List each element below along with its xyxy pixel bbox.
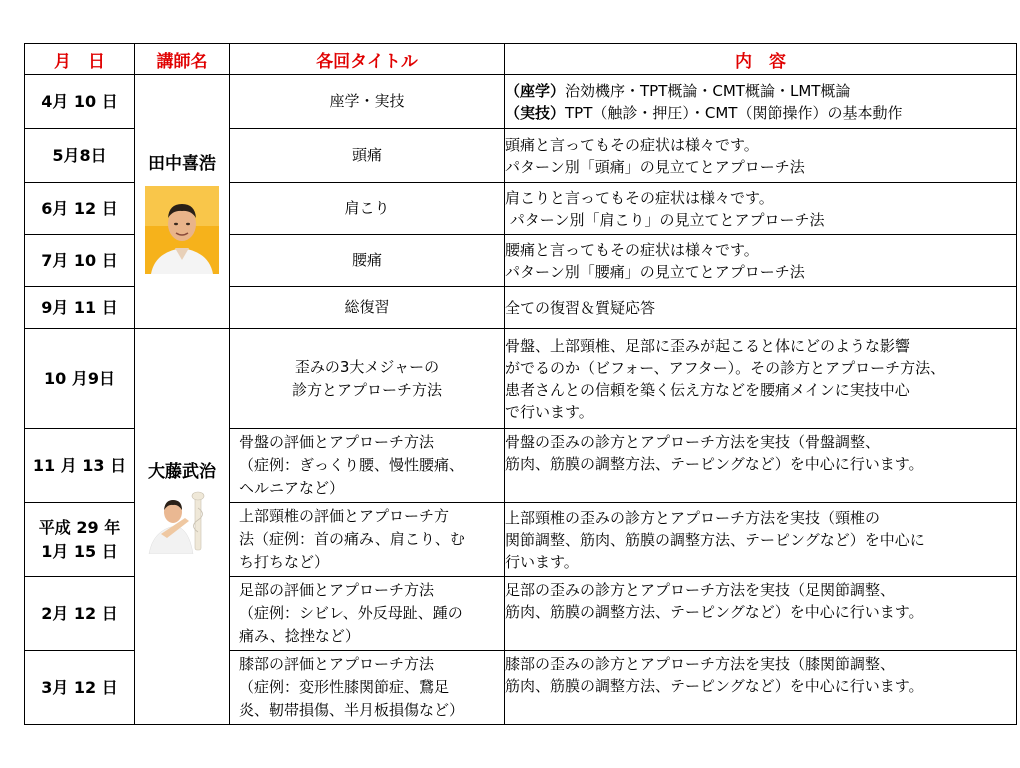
title-cell: 総復習 (230, 287, 505, 329)
date-cell: 平成 29 年 1月 15 日 (25, 503, 135, 577)
title-cell: 上部頸椎の評価とアプローチ方 法（症例：首の痛み、肩こり、む ち打ちなど） (230, 503, 505, 577)
date-cell: 6月 12 日 (25, 183, 135, 235)
content-cell: 足部の歪みの診方とアプローチ方法を実技（足関節調整、 筋肉、筋膜の調整方法、テーピングなど）を中心に行います。 (505, 577, 1017, 651)
content-cell: 頭痛と言ってもその症状は様々です。 パターン別「頭痛」の見立てとアプローチ法 (505, 129, 1017, 183)
instructor-cell (135, 75, 230, 329)
title-cell: 頭痛 (230, 129, 505, 183)
title-cell: 肩こり (230, 183, 505, 235)
date-cell: 11 月 13 日 (25, 429, 135, 503)
content-cell: 上部頸椎の歪みの診方とアプローチ方法を実技（頸椎の 関節調整、筋肉、筋膜の調整方法、テーピングなど）を中心に 行います。 (505, 503, 1017, 577)
title-cell: 腰痛 (230, 235, 505, 287)
instructor-name: 大藤武治 (148, 462, 216, 482)
header-row (25, 44, 1017, 75)
date-cell: 2月 12 日 (25, 577, 135, 651)
instructor-name: 田中喜浩 (148, 154, 216, 174)
table-row (25, 329, 1017, 429)
title-cell: 膝部の評価とアプローチ方法 （症例：変形性膝関節症、鵞足 炎、靭帯損傷、半月板損傷など） (230, 651, 505, 725)
instructor-photo (145, 490, 219, 554)
instructor-cell (135, 329, 230, 725)
content-cell: 骨盤の歪みの診方とアプローチ方法を実技（骨盤調整、 筋肉、筋膜の調整方法、テーピングなど）を中心に行います。 (505, 429, 1017, 503)
date-cell: 10 月9日 (25, 329, 135, 429)
content-cell: 全ての復習＆質疑応答 (505, 287, 1017, 329)
content-cell: 肩こりと言ってもその症状は様々です。 パターン別「肩こり」の見立てとアプローチ法 (505, 183, 1017, 235)
header-date: 月 日 (25, 44, 135, 75)
date-cell: 9月 11 日 (25, 287, 135, 329)
title-cell: 骨盤の評価とアプローチ方法 （症例：ぎっくり腰、慢性腰痛、 ヘルニアなど） (230, 429, 505, 503)
content-cell: （座学）治効機序・TPT概論・CMT概論・LMT概論 （実技）TPT（触診・押圧）・CMT（関節操作）の基本動作 (505, 75, 1017, 129)
date-cell: 3月 12 日 (25, 651, 135, 725)
header-instructor: 講師名 (135, 44, 230, 75)
title-cell: 歪みの3大メジャーの 診方とアプローチ方法 (230, 329, 505, 429)
date-cell: 7月 10 日 (25, 235, 135, 287)
title-cell: 座学・実技 (230, 75, 505, 129)
date-cell: 5月8日 (25, 129, 135, 183)
table-row (25, 75, 1017, 129)
instructor-photo (145, 186, 219, 274)
date-cell: 4月 10 日 (25, 75, 135, 129)
schedule-table (24, 43, 1017, 725)
header-title: 各回タイトル (230, 44, 505, 75)
content-cell: 腰痛と言ってもその症状は様々です。 パターン別「腰痛」の見立てとアプローチ法 (505, 235, 1017, 287)
title-cell: 足部の評価とアプローチ方法 （症例：シビレ、外反母趾、踵の 痛み、捻挫など） (230, 577, 505, 651)
content-cell: 膝部の歪みの診方とアプローチ方法を実技（膝関節調整、 筋肉、筋膜の調整方法、テーピングなど）を中心に行います。 (505, 651, 1017, 725)
content-cell: 骨盤、上部頸椎、足部に歪みが起こると体にどのような影響 がでるのか（ビフォー、アフター）。その診方とアプローチ方法、 患者さんとの信頼を築く伝え方などを腰痛メインに実技中心 で行います。 (505, 329, 1017, 429)
header-content: 内 容 (505, 44, 1017, 75)
